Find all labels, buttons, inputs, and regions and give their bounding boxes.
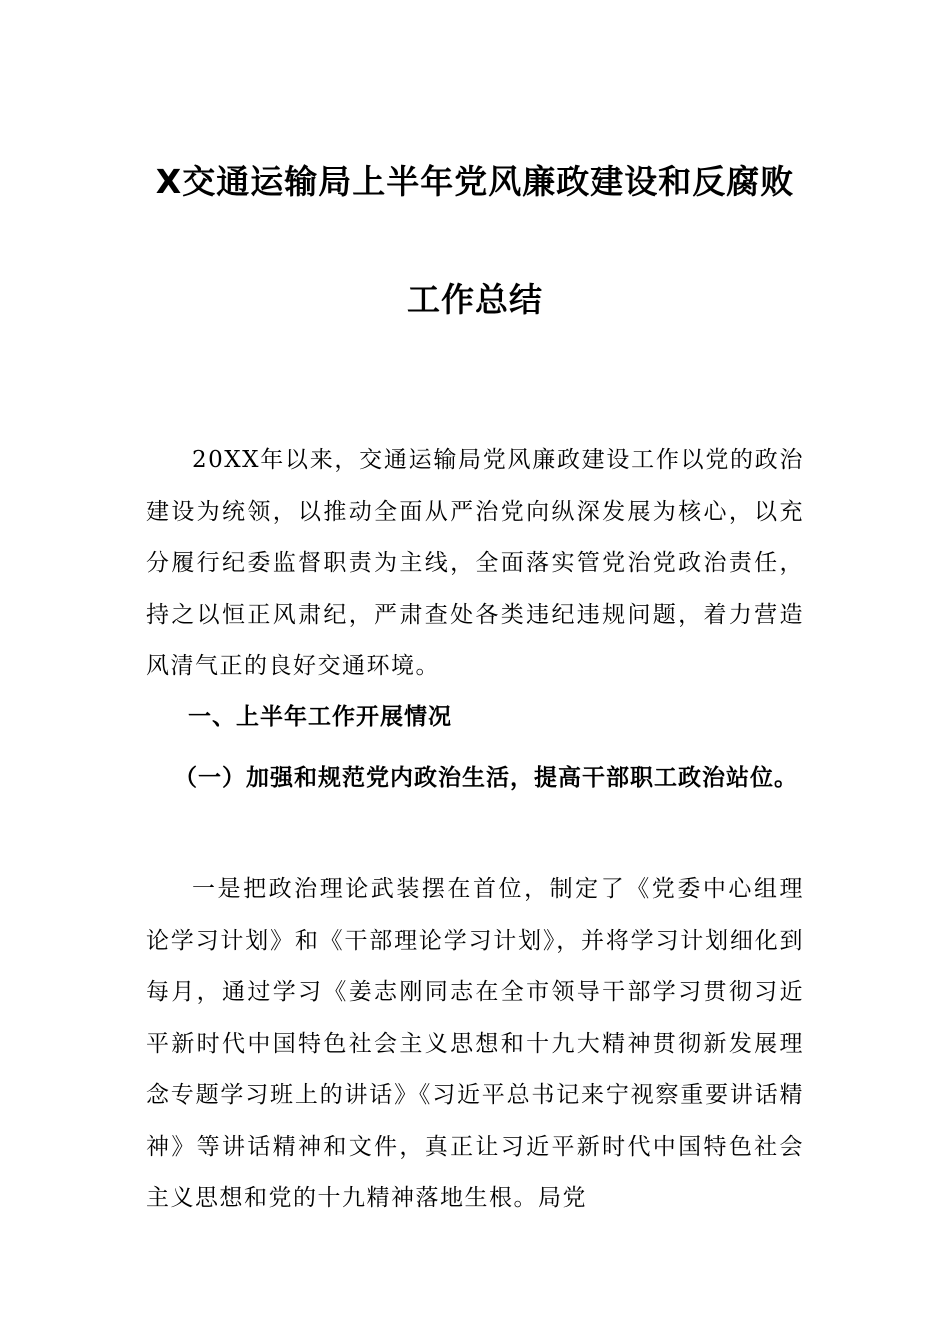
- subsection-1-paragraph: 一是把政治理论武装摆在首位，制定了《党委中心组理论学习计划》和《干部理论学习计划》，并将学习计划细化到每月，通过学习《姜志刚同志在全市领导干部学习贯彻习近平新时代中国特色社会主义思想和十九大精神贯彻新发展理念专题学习班上的讲话》《习近平总书记来宁视察重要讲话精神》等讲话精神和文件，真正让习近平新时代中国特色社会主义思想和党的十九精神落地生根。局党: [146, 876, 804, 1211]
- document-title-line-2: 工作总结: [407, 280, 543, 319]
- subsection-heading-1: （一）加强和规范党内政治生活，提高干部职工政治站位。: [174, 765, 798, 791]
- document-title-line-1: X交通运输局上半年党风廉政建设和反腐败: [155, 162, 795, 201]
- section-heading-1: 一、上半年工作开展情况: [188, 704, 452, 730]
- intro-paragraph: 20XX年以来，交通运输局党风廉政建设工作以党的政治建设为统领，以推动全面从严治党向纵深发展为核心，以充分履行纪委监督职责为主线，全面落实管党治党政治责任，持之以恒正风肃纪，严肃查处各类违纪违规问题，着力营造风清气正的良好交通环境。: [146, 447, 804, 679]
